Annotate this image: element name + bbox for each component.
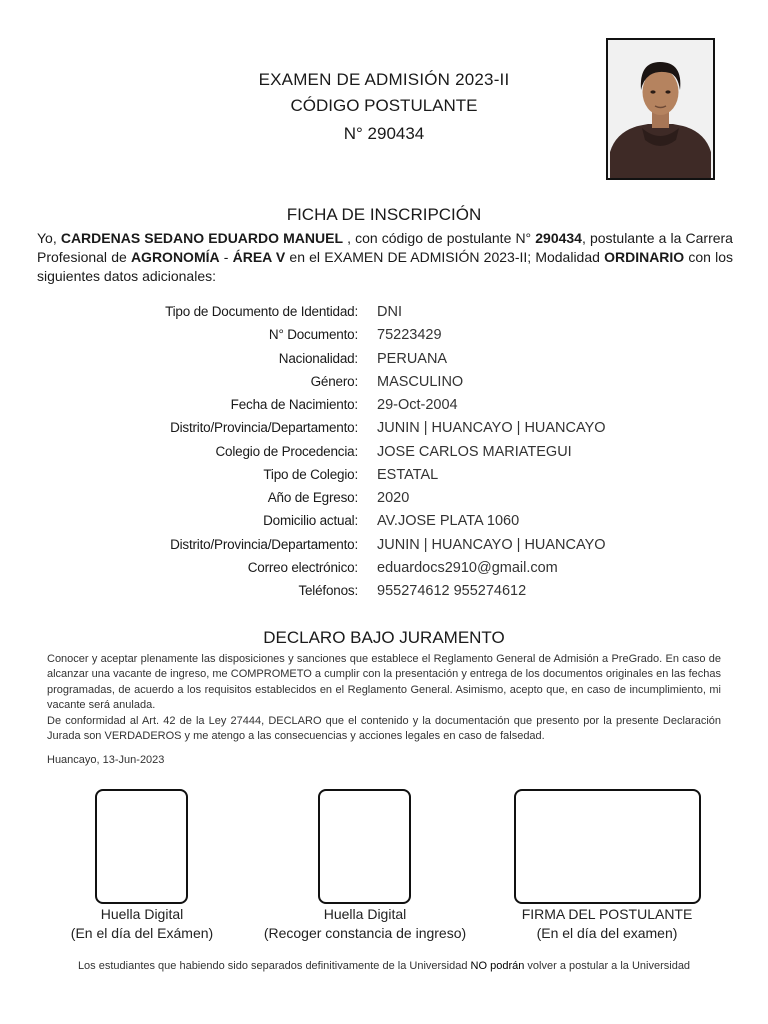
caption-line-1: Huella Digital bbox=[323, 906, 407, 922]
intro-text-2: , con código de postulante N° bbox=[343, 230, 536, 246]
intro-paragraph bbox=[37, 229, 733, 286]
field-label: Distrito/Provincia/Departamento: bbox=[170, 536, 358, 552]
field-label: Teléfonos: bbox=[298, 583, 358, 598]
field-value: 75223429 bbox=[377, 327, 442, 344]
fingerprint-caption-exam-day bbox=[40, 905, 244, 943]
intro-text-6: con los siguientes datos adicionales: bbox=[37, 249, 733, 284]
registration-form-title: FICHA DE INSCRIPCIÓN bbox=[286, 205, 482, 224]
applicant-photo bbox=[606, 38, 715, 180]
field-label: N° Documento: bbox=[268, 327, 358, 343]
fingerprint-box-exam-day bbox=[95, 789, 188, 904]
field-row-school bbox=[0, 444, 768, 467]
caption-line-1: Huella Digital bbox=[100, 906, 184, 922]
field-value: AV.JOSE PLATA 1060 bbox=[377, 513, 520, 530]
field-row-email bbox=[0, 560, 768, 583]
field-label: Domicilio actual: bbox=[263, 513, 358, 529]
field-value: DNI bbox=[377, 304, 402, 320]
field-label: Tipo de Documento de Identidad: bbox=[165, 304, 358, 319]
field-label: Distrito/Provincia/Departamento: bbox=[170, 420, 358, 436]
field-value: 2020 bbox=[377, 490, 410, 506]
field-row-address bbox=[0, 513, 768, 536]
field-label: Género: bbox=[310, 373, 358, 389]
field-value: eduardocs2910@gmail.com bbox=[377, 559, 558, 576]
field-row-address-location bbox=[0, 537, 768, 560]
declaration-paragraph-1: Conocer y aceptar plenamente las disposiciones y sanciones que establece el Reglamento General de Admisión a PreGrado. En caso de alcanzar una vacante de ingreso, me COMPROMETO a cumplir con la presentación y entrega de los documentos originales en las fechas programadas, de acuerdo a los requisitos establecidos en el Reglamento General. Asimismo, acepto que, en caso de incumplimiento, mi vacante será anulada. bbox=[47, 653, 721, 712]
intro-text-5: en el EXAMEN DE ADMISIÓN 2023-II; Modalidad bbox=[285, 249, 605, 265]
field-row-birth-location bbox=[0, 420, 768, 443]
field-value: ESTATAL bbox=[377, 466, 439, 483]
fingerprint-caption-admission-record bbox=[244, 905, 486, 943]
field-label: Fecha de Nacimiento: bbox=[230, 397, 358, 412]
field-row-nationality bbox=[0, 351, 768, 374]
career-name: AGRONOMÍA bbox=[130, 249, 220, 265]
field-row-document-type bbox=[0, 304, 768, 327]
signature-caption bbox=[497, 905, 717, 943]
intro-text-1: Yo, bbox=[37, 230, 61, 246]
footer-emphasis: NO podrán bbox=[470, 960, 525, 972]
field-value: 955274612 955274612 bbox=[377, 583, 527, 599]
field-value: JUNIN | HUANCAYO | HUANCAYO bbox=[377, 420, 606, 437]
field-value: 29-Oct-2004 bbox=[377, 397, 458, 413]
place-and-date: Huancayo, 13-Jun-2023 bbox=[47, 754, 165, 766]
signature-box bbox=[514, 789, 701, 904]
field-value: JUNIN | HUANCAYO | HUANCAYO bbox=[377, 536, 606, 553]
intro-applicant-code: 290434 bbox=[535, 230, 582, 246]
applicant-code-number: N° 290434 bbox=[343, 124, 425, 143]
field-row-gender bbox=[0, 374, 768, 397]
field-label: Nacionalidad: bbox=[278, 350, 358, 366]
field-row-birth-date bbox=[0, 397, 768, 420]
field-row-graduation-year bbox=[0, 490, 768, 513]
applicant-code-label: CÓDIGO POSTULANTE bbox=[290, 96, 478, 115]
caption-line-2: (Recoger constancia de ingreso) bbox=[263, 925, 467, 941]
field-value: MASCULINO bbox=[377, 373, 464, 390]
footer-note bbox=[0, 960, 768, 972]
field-row-school-type bbox=[0, 467, 768, 490]
field-row-document-number bbox=[0, 327, 768, 350]
intro-text-4: - bbox=[219, 249, 233, 265]
field-value: JOSE CARLOS MARIATEGUI bbox=[377, 443, 572, 460]
field-value: PERUANA bbox=[377, 350, 448, 367]
footer-text-1: Los estudiantes que habiendo sido separados definitivamente de la Universidad bbox=[77, 960, 471, 972]
field-label: Colegio de Procedencia: bbox=[215, 443, 358, 459]
area-name: ÁREA V bbox=[232, 249, 286, 265]
sworn-declaration-title: DECLARO BAJO JURAMENTO bbox=[263, 628, 505, 647]
exam-title: EXAMEN DE ADMISIÓN 2023-II bbox=[258, 70, 510, 89]
caption-line-2: (En el día del Exámen) bbox=[70, 925, 214, 941]
caption-line-2: (En el día del examen) bbox=[536, 925, 678, 941]
field-row-phones bbox=[0, 583, 768, 606]
modality-name: ORDINARIO bbox=[604, 249, 685, 265]
footer-text-2: volver a postular a la Universidad bbox=[524, 960, 691, 972]
sworn-declaration-text bbox=[47, 652, 721, 744]
caption-line-1: FIRMA DEL POSTULANTE bbox=[521, 906, 693, 922]
field-label: Tipo de Colegio: bbox=[263, 466, 358, 482]
field-label: Correo electrónico: bbox=[247, 559, 358, 575]
intro-text-3: , postulante a la Carrera Profesional de bbox=[37, 230, 733, 265]
field-label: Año de Egreso: bbox=[267, 490, 358, 505]
applicant-name: CARDENAS SEDANO EDUARDO MANUEL bbox=[60, 230, 343, 246]
fingerprint-box-admission-record bbox=[318, 789, 411, 904]
declaration-paragraph-2: De conformidad al Art. 42 de la Ley 27444, DECLARO que el contenido y la documentación que presento por la presente Declaración Jurada son VERDADEROS y me atengo a las consecuencias y acciones legales en caso de falsedad. bbox=[47, 714, 721, 743]
